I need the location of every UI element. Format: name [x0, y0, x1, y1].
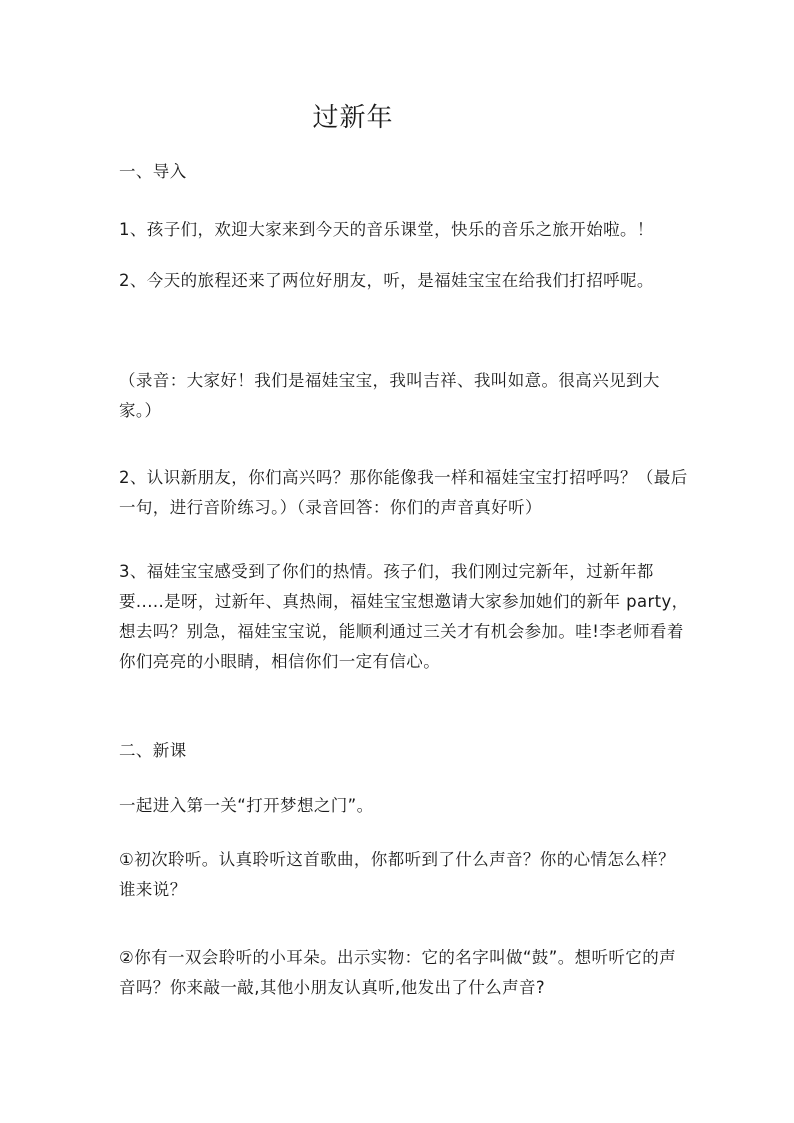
section-heading-intro: 一、导入: [119, 162, 187, 181]
paragraph-3: 2、认识新朋友，你们高兴吗？那你能像我一样和福娃宝宝打招呼吗？（最后一句，进行音阶练习。）（录音回答：你们的声音真好听）: [119, 468, 688, 517]
paragraph-recording: （录音：大家好！我们是福娃宝宝，我叫吉祥、我叫如意。很高兴见到大家。）: [119, 371, 660, 420]
section-heading-new-lesson: 二、新课: [119, 741, 187, 760]
paragraph-1: 1、孩子们，欢迎大家来到今天的音乐课堂，快乐的音乐之旅开始啦。！: [119, 220, 654, 239]
document-title: 过新年: [312, 103, 394, 133]
paragraph-listening: ①初次聆听。认真聆听这首歌曲，你都听到了什么声音？你的心情怎么样？谁来说？: [119, 850, 675, 899]
paragraph-drum: ②你有一双会聆听的小耳朵。出示实物：它的名字叫做“鼓”。想听听它的声音吗？你来敲一敲,其他小朋友认真听,他发出了什么声音?: [119, 948, 676, 997]
paragraph-first-level: 一起进入第一关“打开梦想之门”。: [119, 796, 374, 815]
paragraph-4: 3、福娃宝宝感受到了你们的热情。孩子们，我们刚过完新年，过新年都要.....是呀，过新年、真热闹，福娃宝宝想邀请大家参加她们的新年 party，想去吗？别急，福娃宝宝说，能顺利通过三关才有机会参加。哇!李老师看着你们亮亮的小眼睛，相信你们一定有信心。: [119, 562, 689, 671]
paragraph-2: 2、今天的旅程还来了两位好朋友，听，是福娃宝宝在给我们打招呼呢。: [119, 271, 654, 290]
